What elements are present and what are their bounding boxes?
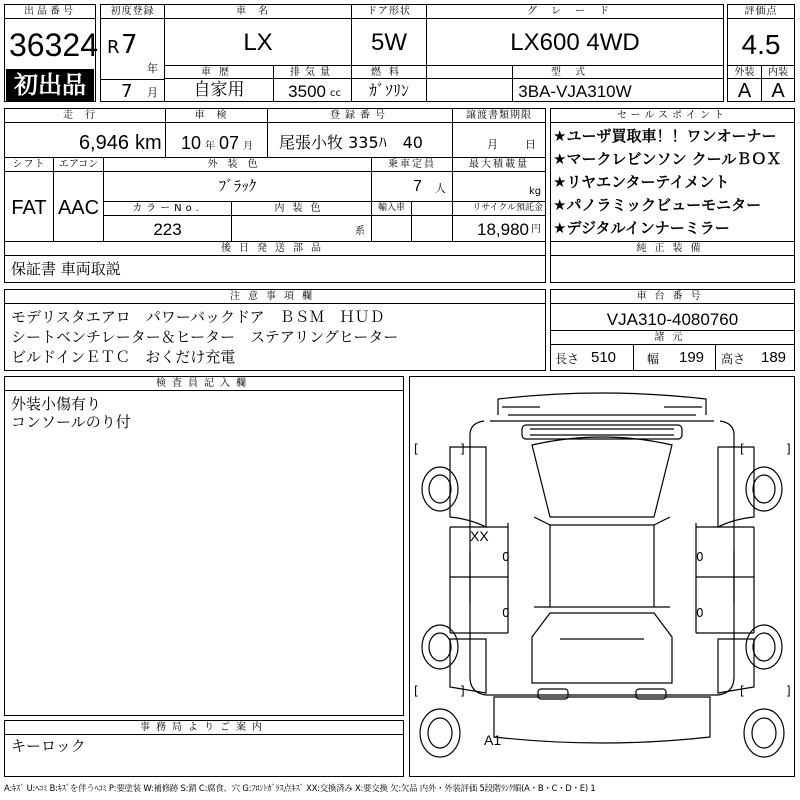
svg-text:]: ] [460, 442, 465, 456]
header-box [100, 4, 724, 102]
svg-text:0: 0 [502, 550, 510, 564]
sales-point-item: ★ユーザ買取車！！ワンオーナー [553, 127, 777, 145]
score: 4.5 [741, 29, 781, 60]
ac-label: エアコン [58, 159, 99, 170]
notes-label: 注意事項欄 [5, 290, 545, 304]
score-box [727, 4, 795, 102]
transfer-day-unit: 日 [525, 138, 536, 151]
notes-line: ビルドインＥＴＣ おくだけ充電 [11, 348, 236, 366]
sales-point-item: ★マークレビンソン クールＢＯＸ [553, 150, 782, 168]
svg-text:0: 0 [696, 606, 704, 620]
car-diagram [410, 377, 794, 776]
genuine-label: 純正装備 [551, 241, 794, 256]
chassis-number: VJA310-4080760 [606, 310, 739, 329]
grade-label: グレード [527, 6, 623, 17]
svg-text:0: 0 [502, 606, 510, 620]
load-label: 最大積載量 [469, 159, 529, 170]
displacement-label: 排気量 [290, 67, 335, 78]
inspector-box [4, 376, 404, 716]
model-label: 型式 [551, 67, 599, 78]
capacity: 7 [413, 178, 422, 195]
divider [103, 215, 545, 216]
transfer-month-unit: 月 [487, 138, 498, 151]
height-label: 高さ [721, 352, 746, 366]
interior-label: 内装 [768, 67, 788, 78]
ext-color-label: 外装色 [207, 159, 268, 170]
inspection-label: 車検 [194, 110, 239, 121]
later-label: 後日発送部品 [221, 243, 329, 254]
svg-text:]: ] [786, 684, 791, 698]
ext-color: ﾌﾞﾗｯｸ [218, 177, 257, 195]
divider [101, 79, 164, 80]
score-label: 評価点 [728, 5, 794, 19]
height: 189 [761, 349, 787, 366]
first-listing-label: 初出品 [14, 71, 86, 99]
sales-points-label: セールスポイント [551, 109, 794, 123]
fuel: ｶﾞｿﾘﾝ [368, 81, 409, 100]
door-label: ドア形状 [367, 6, 411, 17]
history: 自家用 [193, 80, 245, 100]
mileage-label: 走行 [63, 110, 107, 121]
svg-text:[: [ [414, 684, 419, 698]
car-name-label: 車名 [236, 6, 280, 17]
interior-grade: A [771, 80, 785, 102]
office-box [4, 720, 404, 777]
sales-point-item: ★デジタルインナーミラー [553, 219, 730, 237]
svg-text:]: ] [460, 684, 465, 698]
inspection-month-unit: 月 [243, 141, 253, 152]
sales-point-item: ★パノラミックビューモニター [553, 196, 762, 214]
fuel-label: 燃料 [371, 67, 407, 78]
shift-label: シフト [12, 159, 46, 170]
int-color-unit: 系 [355, 226, 365, 237]
width-label: 幅 [647, 352, 660, 366]
model: 3BA-VJA310W [518, 82, 632, 101]
year-unit: 年 [147, 62, 158, 75]
chassis-label: 車台番号 [551, 290, 794, 304]
lot-box [4, 4, 96, 102]
sales-point-item: ★リヤエンターテイメント [553, 173, 730, 191]
office-label: 事務局よりご案内 [5, 721, 403, 735]
later-items: 保証書 車両取説 [11, 260, 121, 278]
divider [5, 171, 545, 172]
svg-text:0: 0 [696, 550, 704, 564]
divider [164, 18, 723, 19]
legend-text: A:ｷｽﾞ U:ﾍｺﾐ B:ｷｽﾞを伴うﾍｺﾐ P:要塗装 W:補修跡 S:錆 C:腐食、穴 G:ﾌﾛﾝﾄｶﾞﾗｽ点ｷｽﾞ XX:交換済み X:要交換 欠:欠品 内外・外装評価 5段階ﾗﾝｸ順(A・B・C・D・E) 1 [4, 783, 596, 793]
reg-number: 尾張小牧 335ﾊ 40 [279, 133, 423, 152]
lot-number: 36324 [9, 27, 98, 63]
notes-line: シートベンチレーター＆ヒーター ステアリングヒーター [11, 328, 399, 346]
import-label: 輸入車 [377, 203, 405, 213]
divider [5, 255, 545, 256]
door: 5W [371, 29, 407, 56]
dims-label: 諸元 [551, 330, 794, 345]
inspection-year-unit: 年 [205, 141, 215, 152]
displacement: 3500 [288, 82, 326, 101]
length: 510 [591, 349, 617, 366]
sales-points-box [550, 108, 795, 283]
capacity-unit: 人 [435, 182, 446, 195]
history-label: 車歴 [201, 67, 237, 78]
exterior-label: 外装 [734, 67, 755, 78]
first-reg-year: 7 [121, 30, 138, 60]
inspector-line: 外装小傷有り [11, 395, 102, 413]
inspection-year: 10 [181, 133, 202, 153]
inspector-line: コンソールのり付 [11, 413, 131, 431]
notes-box [4, 289, 546, 371]
svg-text:]: ] [786, 442, 791, 456]
width: 199 [679, 349, 705, 366]
mileage: 6,946 [78, 132, 129, 154]
reg-label: 登録番号 [330, 110, 390, 121]
load-unit: kg [529, 186, 542, 197]
notes-line: モデリスタエアロ パワーバックドア ＢＳＭ ＨＵＤ [11, 308, 385, 326]
month-unit: 月 [147, 86, 158, 99]
int-color-label: 内装色 [274, 203, 329, 214]
era: R [107, 37, 120, 58]
first-reg-label: 初度登録 [101, 5, 164, 19]
lot-label: 出品番号 [5, 5, 95, 19]
inspection-month: 07 [219, 133, 240, 153]
divider [715, 344, 716, 370]
recycle-label: リサイクル預託金 [472, 203, 543, 213]
recycle-unit: 円 [531, 224, 541, 235]
car-name: LX [243, 29, 273, 56]
divider [5, 122, 545, 123]
transfer-label: 譲渡書類期限 [466, 110, 532, 121]
first-reg-month: 7 [121, 81, 133, 102]
svg-text:[: [ [740, 442, 745, 456]
color-no: 223 [153, 220, 182, 239]
ac: AAC [57, 197, 100, 219]
svg-text:[: [ [414, 442, 419, 456]
mileage-unit: km [135, 132, 162, 154]
damage-diagram-box [409, 376, 795, 777]
grade: LX600 4WD [510, 29, 640, 56]
displacement-unit: cc [330, 88, 341, 99]
inspector-label: 検査員記入欄 [5, 377, 403, 391]
color-no-label: カラーNo. [132, 203, 203, 214]
shift: FAT [11, 197, 47, 219]
recycle: 18,980 [477, 220, 529, 239]
spec-box [4, 108, 546, 283]
office-text: キーロック [11, 737, 86, 755]
chassis-box [550, 289, 795, 371]
damage-mark-a1: A1 [484, 732, 502, 748]
exterior-grade: A [737, 80, 752, 102]
capacity-label: 乗車定員 [388, 159, 436, 170]
svg-text:[: [ [740, 684, 745, 698]
damage-mark-xx: XX [470, 528, 489, 544]
divider [633, 344, 634, 370]
length-label: 長さ [555, 352, 580, 366]
